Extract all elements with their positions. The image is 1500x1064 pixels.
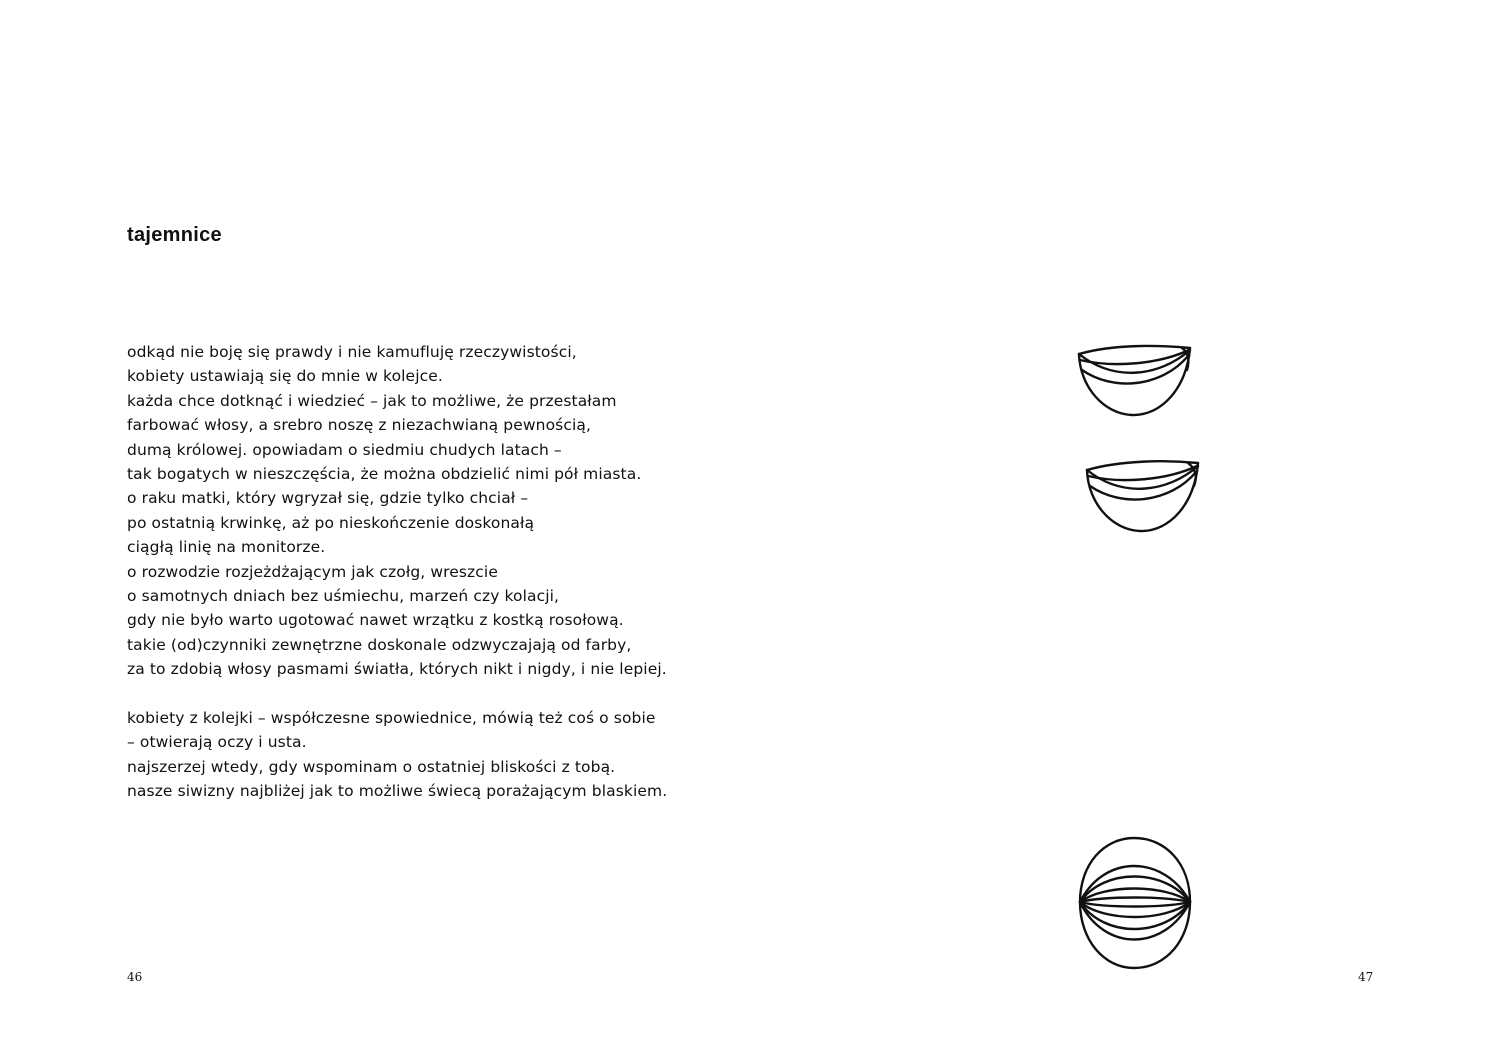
poem-line: po ostatnią krwinkę, aż po nieskończenie doskonałą [127,513,535,532]
nested-bowl-sketch-icon [1074,342,1196,420]
poem-line: ciągłą linię na monitorze. [127,538,326,557]
poem-stanza-2 [127,706,747,804]
poem-line: gdy nie było warto ugotować nawet wrzątku z kostką rosołową. [127,611,624,630]
bowl-drawing-middle [1082,458,1204,536]
poem-line: nasze siwizny najbliżej jak to możliwe świecą porażającym blaskiem. [127,782,668,801]
poem-body [127,340,747,804]
poem-line: o rozwodzie rozjeżdżającym jak czołg, wreszcie [127,562,498,581]
poem-line: najszerzej wtedy, gdy wspominam o ostatniej bliskości z tobą. [127,757,616,776]
poem-line: odkąd nie boję się prawdy i nie kamufluję rzeczywistości, [127,343,577,361]
bowl-drawing-top [1074,342,1196,420]
poem-line: farbować włosy, a srebro noszę z niezachwianą pewnością, [127,416,591,435]
poem-line: za to zdobią włosy pasmami światła, których nikt i nigdy, i nie lepiej. [127,660,667,679]
poem-line: o samotnych dniach bez uśmiechu, marzeń czy kolacji, [127,587,560,606]
sphere-drawing-bottom [1074,834,1196,974]
poem-line: dumą królowej. opowiadam o siedmiu chudych latach – [127,440,562,459]
poem-stanza-1 [127,340,747,682]
poem-line: o raku matki, który wgryzał się, gdzie tylko chciał – [127,489,529,508]
poem-line: takie (od)czynniki zewnętrzne doskonale odzwyczajają od farby, [127,635,632,654]
poem-line: kobiety z kolejki – współczesne spowiednice, mówią też coś o sobie [127,709,656,728]
poem-line: tak bogatych w nieszczęścia, że można obdzielić nimi pół miasta. [127,465,642,484]
nested-bowl-sketch-icon [1082,458,1204,536]
poem-line: każda chce dotknąć i wiedzieć – jak to możliwe, że przestałam [127,391,617,410]
page-number-left: 46 [127,970,143,984]
poem-line: – otwierają oczy i usta. [127,733,307,752]
poem-line: kobiety ustawiają się do mnie w kolejce. [127,367,443,386]
nested-sphere-sketch-icon [1074,834,1196,974]
page-number-right: 47 [1358,970,1374,984]
poem-title: tajemnice [127,224,222,246]
